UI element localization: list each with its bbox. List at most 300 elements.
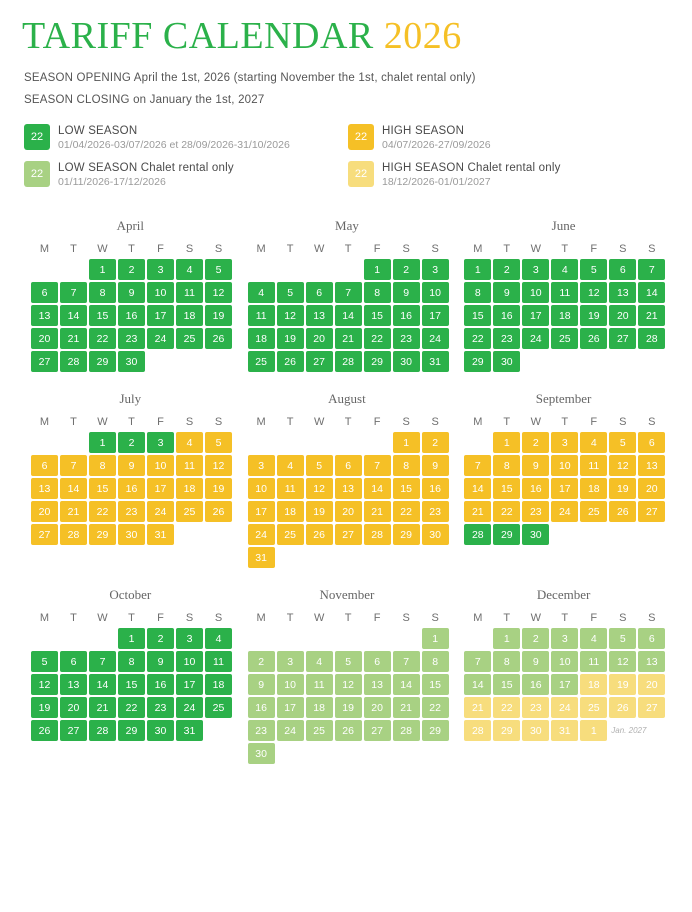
- day-cell: 30: [147, 720, 174, 741]
- day-cell: 7: [335, 282, 362, 303]
- legend-swatch: 22: [24, 124, 50, 150]
- day-of-week-label: S: [648, 243, 656, 255]
- day-cell: 12: [205, 455, 232, 476]
- day-cell: 29: [89, 524, 116, 545]
- day-cell-empty: [31, 628, 58, 649]
- week-row: [239, 523, 456, 546]
- day-cell: 29: [393, 524, 420, 545]
- week-row: [455, 258, 672, 281]
- day-cell: 17: [147, 478, 174, 499]
- day-cell: 8: [89, 455, 116, 476]
- day-cell-empty: [335, 432, 362, 453]
- day-cell: 6: [306, 282, 333, 303]
- day-cell: 26: [609, 501, 636, 522]
- day-cell: 29: [364, 351, 391, 372]
- day-cell: 13: [638, 651, 665, 672]
- legend-label: HIGH SEASON: [382, 125, 465, 137]
- day-of-week-label: T: [128, 612, 135, 624]
- day-cell: 17: [147, 305, 174, 326]
- day-cell-empty: [464, 628, 491, 649]
- day-of-week-header: [239, 609, 456, 627]
- day-cell: 2: [522, 432, 549, 453]
- day-of-week-label: M: [473, 612, 483, 624]
- day-cell: 16: [493, 305, 520, 326]
- day-cell: 8: [118, 651, 145, 672]
- day-cell: 3: [147, 259, 174, 280]
- day-cell: 5: [580, 259, 607, 280]
- day-cell: 29: [493, 524, 520, 545]
- week-row: [239, 281, 456, 304]
- legend-text: [58, 124, 290, 151]
- month-name: May: [335, 218, 359, 233]
- day-cell-empty: [364, 628, 391, 649]
- day-cell: 4: [277, 455, 304, 476]
- day-cell: 13: [638, 455, 665, 476]
- day-cell: 28: [60, 351, 87, 372]
- week-row: [239, 431, 456, 454]
- day-cell: 18: [580, 478, 607, 499]
- day-cell: 26: [306, 524, 333, 545]
- legend-swatch: 22: [348, 124, 374, 150]
- day-of-week-label: S: [431, 612, 439, 624]
- day-cell: 17: [522, 305, 549, 326]
- day-cell: 21: [393, 697, 420, 718]
- week-row: [239, 696, 456, 719]
- day-cell: 13: [31, 478, 58, 499]
- week-row: [22, 431, 239, 454]
- legend-label: LOW SEASON: [58, 125, 138, 137]
- week-row: [455, 500, 672, 523]
- day-cell: 30: [118, 351, 145, 372]
- day-cell: 13: [609, 282, 636, 303]
- day-cell: 18: [176, 305, 203, 326]
- day-cell: 30: [522, 720, 549, 741]
- day-of-week-label: S: [214, 416, 223, 428]
- day-cell: 13: [306, 305, 333, 326]
- day-cell: 22: [422, 697, 449, 718]
- day-cell: 15: [393, 478, 420, 499]
- day-cell: 1: [493, 628, 520, 649]
- day-cell: 26: [609, 697, 636, 718]
- week-row: [22, 258, 239, 281]
- day-cell: 21: [335, 328, 362, 349]
- day-cell: 12: [609, 651, 636, 672]
- day-cell: 27: [638, 501, 665, 522]
- day-cell: 9: [422, 455, 449, 476]
- day-cell: 3: [176, 628, 203, 649]
- day-cell: 29: [89, 351, 116, 372]
- day-cell: 28: [89, 720, 116, 741]
- day-cell: 12: [609, 455, 636, 476]
- day-of-week-label: S: [402, 416, 410, 428]
- day-of-week-label: W: [313, 612, 325, 624]
- day-cell: 3: [422, 259, 449, 280]
- day-of-week-label: T: [561, 612, 569, 624]
- day-cell: 22: [89, 501, 116, 522]
- day-cell: 20: [31, 501, 58, 522]
- page-title-year: 2026: [383, 15, 462, 57]
- day-cell: 14: [464, 674, 491, 695]
- day-cell: 2: [147, 628, 174, 649]
- day-cell: 21: [638, 305, 665, 326]
- day-cell: 30: [118, 524, 145, 545]
- day-cell: 15: [89, 478, 116, 499]
- day-cell-trailing: 1: [580, 720, 607, 741]
- day-cell: 16: [118, 305, 145, 326]
- day-cell: 7: [364, 455, 391, 476]
- day-cell: 12: [205, 282, 232, 303]
- day-cell: 7: [89, 651, 116, 672]
- legend-swatch: 22: [24, 161, 50, 187]
- legend-column-right: [348, 124, 672, 198]
- day-cell: 5: [609, 628, 636, 649]
- day-cell: 24: [422, 328, 449, 349]
- day-cell: 4: [580, 432, 607, 453]
- legend-item-high-season-chalet: [348, 161, 672, 188]
- week-row: [455, 431, 672, 454]
- week-row: [239, 500, 456, 523]
- week-row: [239, 327, 456, 350]
- day-of-week-label: T: [503, 416, 511, 428]
- day-cell-empty: [277, 628, 304, 649]
- day-cell: 3: [277, 651, 304, 672]
- day-cell: 4: [306, 651, 333, 672]
- day-cell: 22: [464, 328, 491, 349]
- day-cell: 11: [277, 478, 304, 499]
- week-row: [455, 304, 672, 327]
- day-cell: 8: [464, 282, 491, 303]
- day-cell: 31: [176, 720, 203, 741]
- day-cell: 4: [248, 282, 275, 303]
- day-of-week-header: [455, 240, 672, 258]
- day-cell: 7: [464, 651, 491, 672]
- legend: [24, 124, 672, 198]
- day-cell: 2: [118, 259, 145, 280]
- day-cell: 12: [277, 305, 304, 326]
- day-of-week-label: S: [619, 243, 627, 255]
- day-cell: 6: [31, 455, 58, 476]
- day-cell: 20: [638, 674, 665, 695]
- day-cell: 28: [464, 720, 491, 741]
- legend-dates: 01/11/2026-17/12/2026: [58, 176, 166, 188]
- day-of-week-label: M: [256, 416, 266, 428]
- week-row: [455, 477, 672, 500]
- legend-item-high-season: [348, 124, 672, 151]
- day-cell: 29: [464, 351, 491, 372]
- day-cell: 19: [306, 501, 333, 522]
- day-cell: 14: [89, 674, 116, 695]
- day-of-week-label: F: [157, 243, 164, 255]
- day-cell: 14: [464, 478, 491, 499]
- day-cell: 14: [60, 478, 87, 499]
- legend-text: [382, 161, 561, 188]
- day-cell-empty: [31, 259, 58, 280]
- day-cell: 16: [422, 478, 449, 499]
- day-cell: 3: [551, 432, 578, 453]
- week-row: [22, 281, 239, 304]
- day-cell: 24: [277, 720, 304, 741]
- day-cell: 23: [118, 328, 145, 349]
- trailing-year-note: Jan. 2027: [611, 726, 647, 735]
- day-cell: 30: [248, 743, 275, 764]
- week-row: [455, 719, 672, 742]
- day-of-week-label: T: [344, 243, 352, 255]
- day-cell: 6: [609, 259, 636, 280]
- day-cell: 22: [118, 697, 145, 718]
- day-of-week-header: [455, 609, 672, 627]
- day-cell: 11: [580, 651, 607, 672]
- day-cell: 13: [60, 674, 87, 695]
- day-cell: 24: [551, 697, 578, 718]
- day-cell: 19: [31, 697, 58, 718]
- day-cell: 24: [147, 328, 174, 349]
- week-row: [22, 673, 239, 696]
- day-of-week-label: T: [70, 416, 77, 428]
- day-cell: 16: [522, 674, 549, 695]
- week-row: [239, 719, 456, 742]
- day-cell: 14: [60, 305, 87, 326]
- day-cell: 10: [147, 455, 174, 476]
- day-cell: 19: [580, 305, 607, 326]
- day-cell: 18: [580, 674, 607, 695]
- day-cell: 10: [551, 651, 578, 672]
- legend-dates: 04/07/2026-27/09/2026: [382, 139, 491, 151]
- day-of-week-header: [22, 240, 239, 258]
- week-row: [22, 477, 239, 500]
- week-row: [22, 719, 239, 742]
- day-cell: 8: [493, 455, 520, 476]
- day-cell: 5: [277, 282, 304, 303]
- day-cell: 3: [147, 432, 174, 453]
- day-cell: 15: [493, 674, 520, 695]
- day-cell: 29: [118, 720, 145, 741]
- day-cell-empty: [248, 432, 275, 453]
- month-block: [239, 581, 456, 765]
- day-cell: 25: [551, 328, 578, 349]
- month-block: [455, 581, 672, 765]
- day-cell: 11: [176, 282, 203, 303]
- legend-label: HIGH SEASON Chalet rental only: [382, 162, 561, 174]
- day-of-week-label: M: [473, 243, 483, 255]
- day-of-week-label: T: [344, 416, 352, 428]
- day-cell: 26: [31, 720, 58, 741]
- week-row: [22, 500, 239, 523]
- day-cell: 18: [306, 697, 333, 718]
- week-row: [455, 454, 672, 477]
- season-closing-text: SEASON CLOSING on January the 1st, 2027: [24, 94, 265, 106]
- day-cell: 14: [638, 282, 665, 303]
- day-cell: 20: [60, 697, 87, 718]
- day-cell: 15: [364, 305, 391, 326]
- day-cell: 10: [551, 455, 578, 476]
- day-cell: 20: [335, 501, 362, 522]
- day-cell: 26: [205, 328, 232, 349]
- day-of-week-label: S: [619, 416, 627, 428]
- day-cell: 24: [147, 501, 174, 522]
- day-cell: 5: [306, 455, 333, 476]
- day-cell: 23: [118, 501, 145, 522]
- day-of-week-label: W: [530, 416, 541, 428]
- month-block: [22, 385, 239, 569]
- day-cell: 22: [393, 501, 420, 522]
- week-row: [239, 350, 456, 373]
- day-cell: 17: [551, 478, 578, 499]
- week-row: [239, 546, 456, 569]
- day-of-week-label: F: [373, 612, 381, 624]
- day-of-week-label: S: [431, 416, 439, 428]
- day-of-week-label: W: [97, 612, 108, 624]
- day-cell: 25: [580, 697, 607, 718]
- week-row: [239, 627, 456, 650]
- day-cell: 1: [393, 432, 420, 453]
- week-row: [455, 281, 672, 304]
- day-cell: 17: [176, 674, 203, 695]
- day-cell: 28: [638, 328, 665, 349]
- day-cell: 27: [306, 351, 333, 372]
- day-of-week-label: S: [648, 612, 656, 624]
- day-cell: 2: [393, 259, 420, 280]
- day-cell: 5: [205, 259, 232, 280]
- week-row: [455, 327, 672, 350]
- day-cell: 14: [393, 674, 420, 695]
- day-cell: 3: [551, 628, 578, 649]
- day-of-week-label: T: [344, 612, 352, 624]
- week-row: [455, 350, 672, 373]
- day-of-week-label: M: [39, 243, 50, 255]
- day-cell: 13: [364, 674, 391, 695]
- day-of-week-label: T: [70, 612, 77, 624]
- day-cell: 12: [31, 674, 58, 695]
- day-cell: 21: [464, 501, 491, 522]
- day-cell: 1: [464, 259, 491, 280]
- day-of-week-label: M: [256, 243, 266, 255]
- day-cell: 21: [364, 501, 391, 522]
- day-cell-empty: [89, 628, 116, 649]
- day-cell: 3: [522, 259, 549, 280]
- day-of-week-label: T: [561, 243, 569, 255]
- day-cell: 25: [277, 524, 304, 545]
- day-cell: 18: [277, 501, 304, 522]
- day-cell: 16: [118, 478, 145, 499]
- day-cell: 22: [364, 328, 391, 349]
- day-cell-empty: [277, 259, 304, 280]
- day-cell-empty: [393, 628, 420, 649]
- week-row: [239, 673, 456, 696]
- day-cell-empty: [60, 432, 87, 453]
- day-cell: 26: [205, 501, 232, 522]
- day-cell: 20: [638, 478, 665, 499]
- day-cell: 17: [248, 501, 275, 522]
- day-of-week-label: F: [590, 612, 598, 624]
- week-row: [22, 304, 239, 327]
- day-cell-empty: [306, 432, 333, 453]
- day-cell: 18: [248, 328, 275, 349]
- day-cell-empty: [60, 628, 87, 649]
- day-cell: 21: [60, 328, 87, 349]
- day-of-week-label: T: [561, 416, 569, 428]
- day-cell: 30: [422, 524, 449, 545]
- day-cell: 27: [364, 720, 391, 741]
- season-opening-text: SEASON OPENING April the 1st, 2026 (starting November the 1st, chalet rental only): [24, 72, 476, 84]
- day-cell: 2: [248, 651, 275, 672]
- day-cell: 24: [522, 328, 549, 349]
- day-of-week-label: S: [185, 612, 194, 624]
- day-cell: 23: [248, 720, 275, 741]
- day-cell: 30: [493, 351, 520, 372]
- day-of-week-label: T: [286, 243, 294, 255]
- day-of-week-label: W: [97, 243, 108, 255]
- day-cell: 29: [493, 720, 520, 741]
- month-name: November: [319, 587, 375, 602]
- day-of-week-label: F: [590, 416, 598, 428]
- day-cell: 27: [609, 328, 636, 349]
- day-cell: 16: [393, 305, 420, 326]
- day-cell: 17: [277, 697, 304, 718]
- day-cell: 2: [522, 628, 549, 649]
- day-cell: 2: [493, 259, 520, 280]
- day-cell: 16: [147, 674, 174, 695]
- day-cell-empty: [31, 432, 58, 453]
- day-cell: 1: [118, 628, 145, 649]
- day-cell-empty: [335, 628, 362, 649]
- day-of-week-label: T: [286, 416, 294, 428]
- day-cell: 8: [364, 282, 391, 303]
- day-cell: 23: [393, 328, 420, 349]
- day-cell: 10: [176, 651, 203, 672]
- day-cell: 8: [422, 651, 449, 672]
- day-cell-empty: [248, 259, 275, 280]
- day-cell: 4: [551, 259, 578, 280]
- day-cell: 21: [89, 697, 116, 718]
- day-cell: 13: [335, 478, 362, 499]
- day-cell-empty: [364, 432, 391, 453]
- day-cell: 25: [205, 697, 232, 718]
- week-row: [455, 673, 672, 696]
- day-cell: 12: [335, 674, 362, 695]
- day-cell: 2: [118, 432, 145, 453]
- day-cell: 17: [422, 305, 449, 326]
- month-block: [22, 212, 239, 373]
- day-cell: 7: [464, 455, 491, 476]
- day-cell: 10: [248, 478, 275, 499]
- day-cell: 1: [89, 432, 116, 453]
- legend-text: [382, 124, 491, 151]
- day-of-week-header: [22, 609, 239, 627]
- day-cell-empty: [306, 628, 333, 649]
- month-block: [455, 385, 672, 569]
- month-block: [239, 385, 456, 569]
- day-cell: 20: [306, 328, 333, 349]
- day-cell: 20: [609, 305, 636, 326]
- month-block: [455, 212, 672, 373]
- day-cell: 23: [522, 501, 549, 522]
- day-cell: 15: [464, 305, 491, 326]
- day-of-week-label: T: [128, 243, 135, 255]
- day-cell: 10: [277, 674, 304, 695]
- week-row: [239, 742, 456, 765]
- day-cell: 28: [393, 720, 420, 741]
- day-cell: 19: [277, 328, 304, 349]
- day-cell: 4: [176, 432, 203, 453]
- day-cell: 26: [277, 351, 304, 372]
- day-cell: 8: [493, 651, 520, 672]
- day-cell: 19: [609, 478, 636, 499]
- day-cell: 24: [176, 697, 203, 718]
- day-cell: 26: [335, 720, 362, 741]
- day-cell: 6: [60, 651, 87, 672]
- day-of-week-label: T: [503, 612, 511, 624]
- week-row: [22, 696, 239, 719]
